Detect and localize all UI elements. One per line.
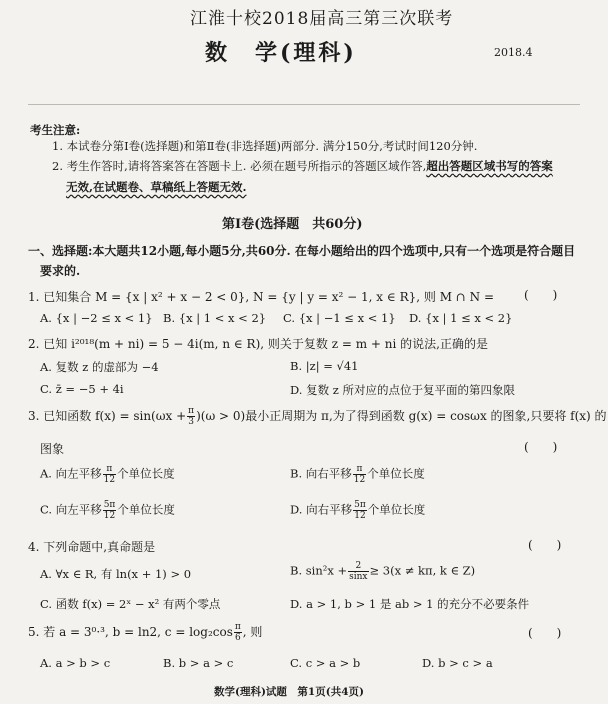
question-5-option-b: B. b > a > c bbox=[163, 656, 234, 670]
question-4-option-a: A. ∀x ∈ R, 有 ln(x + 1) > 0 bbox=[40, 567, 192, 581]
notice-item-2-cont: 无效,在试题卷、草稿纸上答题无效. bbox=[66, 180, 247, 194]
question-3-stem-fraction: $\frac{\pi}{3}$ bbox=[188, 406, 195, 427]
question-5-option-d: D. b > c > a bbox=[422, 656, 493, 670]
question-2-option-d: D. 复数 z 所对应的点位于复平面的第四象限 bbox=[290, 383, 515, 397]
question-3-option-b: B. 向右平移 $\frac{\pi}{12}$ 个单位长度 bbox=[290, 464, 425, 485]
notice-item-1: 1. 本试卷分第Ⅰ卷(选择题)和第Ⅱ卷(非选择题)两部分. 满分150分,考试时间120分钟. bbox=[52, 139, 478, 153]
question-4-option-d: D. a > 1, b > 1 是 ab > 1 的充分不必要条件 bbox=[290, 597, 530, 611]
question-1-option-c: C. {x | −1 ≤ x < 1} bbox=[283, 311, 396, 325]
question-1-answer-paren: ( ) bbox=[524, 288, 558, 302]
question-3-stem-end: )(ω > 0)最小正周期为 π,为了得到函数 g(x) = cosωx 的图象,只要将 f(x) 的 bbox=[196, 409, 607, 423]
question-3-answer-paren: ( ) bbox=[524, 440, 558, 454]
question-5-option-a: A. a > b > c bbox=[40, 656, 111, 670]
question-1-option-a: A. {x | −2 ≤ x < 1} bbox=[40, 311, 153, 325]
section-instructions: 一、选择题:本大题共12小题,每小题5分,共60分. 在每小题给出的四个选项中,只有一个选项是符合题目 bbox=[28, 244, 576, 258]
question-4-answer-paren: ( ) bbox=[528, 538, 562, 552]
question-5-option-c: C. c > a > b bbox=[290, 656, 361, 670]
question-2-option-b: B. |z| = √41 bbox=[290, 359, 359, 373]
header-divider bbox=[28, 104, 580, 105]
question-3-stem-start: 3. 已知函数 f(x) = sin(ωx + bbox=[28, 409, 187, 423]
question-5-answer-paren: ( ) bbox=[528, 626, 562, 640]
section-title: 第Ⅰ卷(选择题 共60分) bbox=[222, 217, 363, 232]
question-1-option-b: B. {x | 1 < x < 2} bbox=[163, 311, 267, 325]
question-3-option-c: C. 向左平移 $\frac{5\pi}{12}$ 个单位长度 bbox=[40, 500, 175, 521]
question-4-option-b: B. sin²x + $\frac{2}{\sin x}$ ≥ 3(x ≠ kπ, k ∈ Z) bbox=[290, 561, 476, 582]
question-5-stem: 5. 若 a = 3⁰·³, b = ln2, c = log₂cos $\frac{\pi}{6}$ , 则 bbox=[28, 622, 263, 643]
question-2-option-c: C. z̄ = −5 + 4i bbox=[40, 382, 124, 396]
notice-item-2-text: 2. 考生作答时,请将答案答在答题卡上. 必须在题号所指示的答题区域作答, bbox=[52, 159, 427, 173]
question-4-stem: 4. 下列命题中,真命题是 bbox=[28, 540, 156, 554]
question-1-option-d: D. {x | 1 ≤ x < 2} bbox=[409, 311, 513, 325]
notice-item-2 bbox=[52, 158, 553, 174]
notice-title: 考生注意: bbox=[30, 123, 81, 137]
page-title: 数 学(理科) bbox=[205, 40, 357, 66]
question-3-stem-cont: 图象 bbox=[40, 442, 65, 456]
notice-item-2-emphasis: 超出答题区域书写的答案 bbox=[426, 159, 553, 173]
question-4-option-c: C. 函数 f(x) = 2ˣ − x² 有两个零点 bbox=[40, 597, 221, 611]
exam-date: 2018.4 bbox=[494, 46, 533, 59]
question-3-option-d: D. 向右平移 $\frac{5\pi}{12}$ 个单位长度 bbox=[290, 500, 426, 521]
question-3-stem bbox=[28, 406, 607, 427]
section-instructions-cont: 要求的. bbox=[40, 264, 81, 278]
question-3-option-a: A. 向左平移 $\frac{\pi}{12}$ 个单位长度 bbox=[40, 464, 175, 485]
question-2-stem: 2. 已知 i²⁰¹⁸(m + ni) = 5 − 4i(m, n ∈ R), 则关于复数 z = m + ni 的说法,正确的是 bbox=[28, 337, 488, 351]
page-footer: 数学(理科)试题 第1页(共4页) bbox=[214, 686, 364, 698]
exam-header: 江淮十校2018届高三第三次联考 bbox=[190, 9, 454, 29]
question-1-stem: 1. 已知集合 M = {x | x² + x − 2 < 0}, N = {y | y = x² − 1, x ∈ R}, 则 M ∩ N = bbox=[28, 290, 495, 304]
question-2-option-a: A. 复数 z 的虚部为 −4 bbox=[40, 360, 159, 374]
